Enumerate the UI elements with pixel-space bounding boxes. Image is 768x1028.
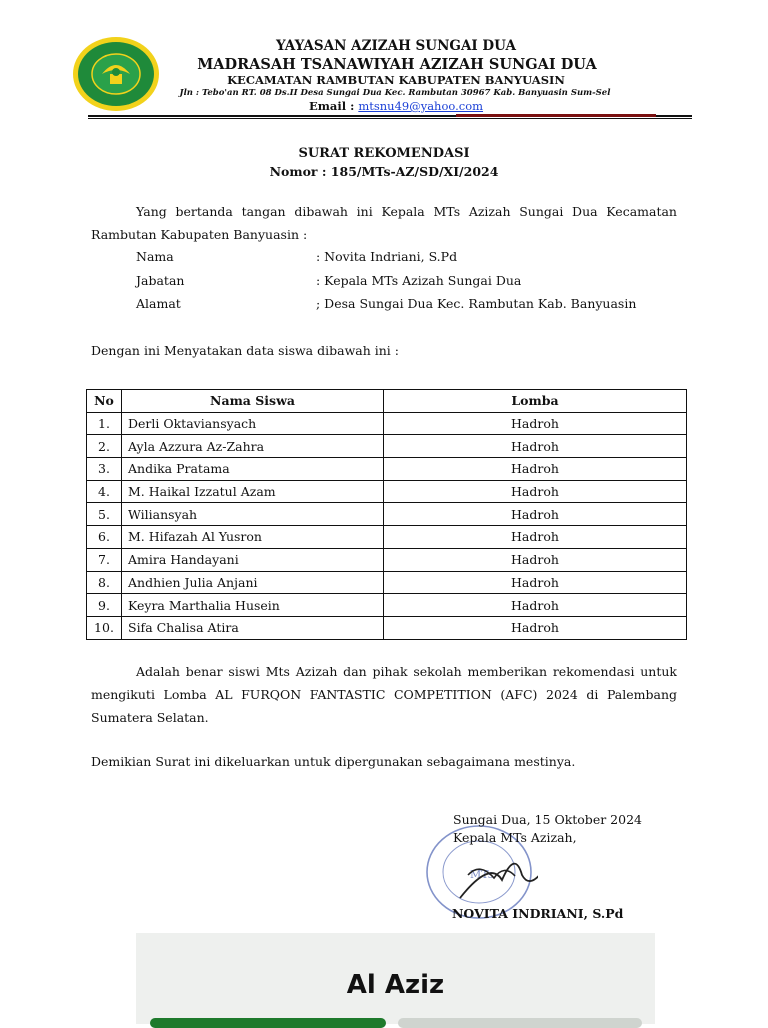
statement-text: Dengan ini Menyatakan data siswa dibawah ini :	[91, 343, 399, 358]
table-row	[87, 594, 687, 617]
cell-no: 5.	[87, 503, 122, 526]
cell-lomba: Hadroh	[384, 548, 687, 571]
email-label: Email :	[308, 99, 359, 113]
table-row	[87, 503, 687, 526]
cell-no: 4.	[87, 480, 122, 503]
cell-nama: Keyra Marthalia Husein	[122, 594, 384, 617]
opening-paragraph: Yang bertanda tangan dibawah ini Kepala MTs Azizah Sungai Dua Kecamatan Rambutan Kabupaten Banyuasin :	[91, 204, 677, 242]
cell-lomba: Hadroh	[384, 435, 687, 458]
cell-nama: Sifa Chalisa Atira	[122, 616, 384, 639]
email-link[interactable]: mtsnu49@yahoo.com	[358, 99, 484, 113]
table-row	[87, 548, 687, 571]
table-row	[87, 458, 687, 481]
school-email	[200, 99, 592, 113]
ad-secondary-button[interactable]	[398, 1018, 642, 1028]
cell-no: 6.	[87, 526, 122, 549]
identity-position-value: : Kepala MTs Azizah Sungai Dua	[316, 273, 522, 288]
ad-title: Al Aziz	[346, 970, 445, 1000]
letter-title: SURAT REKOMENDASI	[298, 146, 470, 161]
school-logo	[72, 36, 160, 112]
table-row	[87, 412, 687, 435]
cell-no: 9.	[87, 594, 122, 617]
signature-place-date: Sungai Dua, 15 Oktober 2024	[453, 812, 642, 827]
header-rule-accent	[456, 114, 656, 117]
cell-nama: Andhien Julia Anjani	[122, 571, 384, 594]
cell-nama: Ayla Azzura Az-Zahra	[122, 435, 384, 458]
ad-primary-button[interactable]	[150, 1018, 386, 1028]
table-row	[87, 616, 687, 639]
header-nama: Nama Siswa	[122, 390, 384, 413]
cell-nama: Wiliansyah	[122, 503, 384, 526]
table-row	[87, 480, 687, 503]
identity-address-value: ; Desa Sungai Dua Kec. Rambutan Kab. Banyuasin	[316, 296, 637, 311]
cell-nama: M. Haikal Izzatul Azam	[122, 480, 384, 503]
cell-no: 7.	[87, 548, 122, 571]
cell-no: 10.	[87, 616, 122, 639]
table-row	[87, 571, 687, 594]
cell-lomba: Hadroh	[384, 571, 687, 594]
cell-lomba: Hadroh	[384, 458, 687, 481]
table-row	[87, 526, 687, 549]
cell-no: 3.	[87, 458, 122, 481]
student-table	[86, 389, 687, 640]
identity-name-value: : Novita Indriani, S.Pd	[316, 249, 458, 264]
header-lomba: Lomba	[384, 390, 687, 413]
identity-position-label: Jabatan	[136, 273, 185, 288]
cell-no: 2.	[87, 435, 122, 458]
svg-text:MTs: MTs	[470, 868, 494, 881]
recommendation-paragraph: Adalah benar siswi Mts Azizah dan pihak sekolah memberikan rekomendasi untuk mengikuti Lomba AL FURQON FANTASTIC COMPETITION (AFC) 2024 di Palembang Sumatera Selatan.	[91, 664, 677, 725]
closing-paragraph: Demikian Surat ini dikeluarkan untuk dipergunakan sebagaimana mestinya.	[91, 754, 576, 769]
cell-lomba: Hadroh	[384, 480, 687, 503]
cell-lomba: Hadroh	[384, 503, 687, 526]
cell-nama: Amira Handayani	[122, 548, 384, 571]
letter-number: Nomor : 185/MTs-AZ/SD/XI/2024	[269, 164, 499, 179]
cell-no: 8.	[87, 571, 122, 594]
district-name: KECAMATAN RAMBUTAN KABUPATEN BANYUASIN	[227, 73, 565, 87]
identity-name-label: Nama	[136, 249, 174, 264]
signature-name: NOVITA INDRIANI, S.Pd	[452, 906, 624, 921]
cell-lomba: Hadroh	[384, 412, 687, 435]
cell-lomba: Hadroh	[384, 594, 687, 617]
header-rule-thin	[88, 118, 692, 119]
identity-address-label: Alamat	[136, 296, 181, 311]
cell-nama: Andika Pratama	[122, 458, 384, 481]
signature-position: Kepala MTs Azizah,	[453, 830, 577, 845]
cell-nama: M. Hifazah Al Yusron	[122, 526, 384, 549]
cell-no: 1.	[87, 412, 122, 435]
table-row	[87, 435, 687, 458]
foundation-name: YAYASAN AZIZAH SUNGAI DUA	[276, 38, 516, 54]
school-name: MADRASAH TSANAWIYAH AZIZAH SUNGAI DUA	[197, 56, 597, 73]
header-no: No	[87, 390, 122, 413]
cell-lomba: Hadroh	[384, 526, 687, 549]
table-header-row	[87, 390, 687, 413]
cell-nama: Derli Oktaviansyach	[122, 412, 384, 435]
school-address: Jln : Tebo'an RT. 08 Ds.II Desa Sungai Dua Kec. Rambutan 30967 Kab. Banyuasin Sum-Sel	[179, 88, 611, 98]
cell-lomba: Hadroh	[384, 616, 687, 639]
